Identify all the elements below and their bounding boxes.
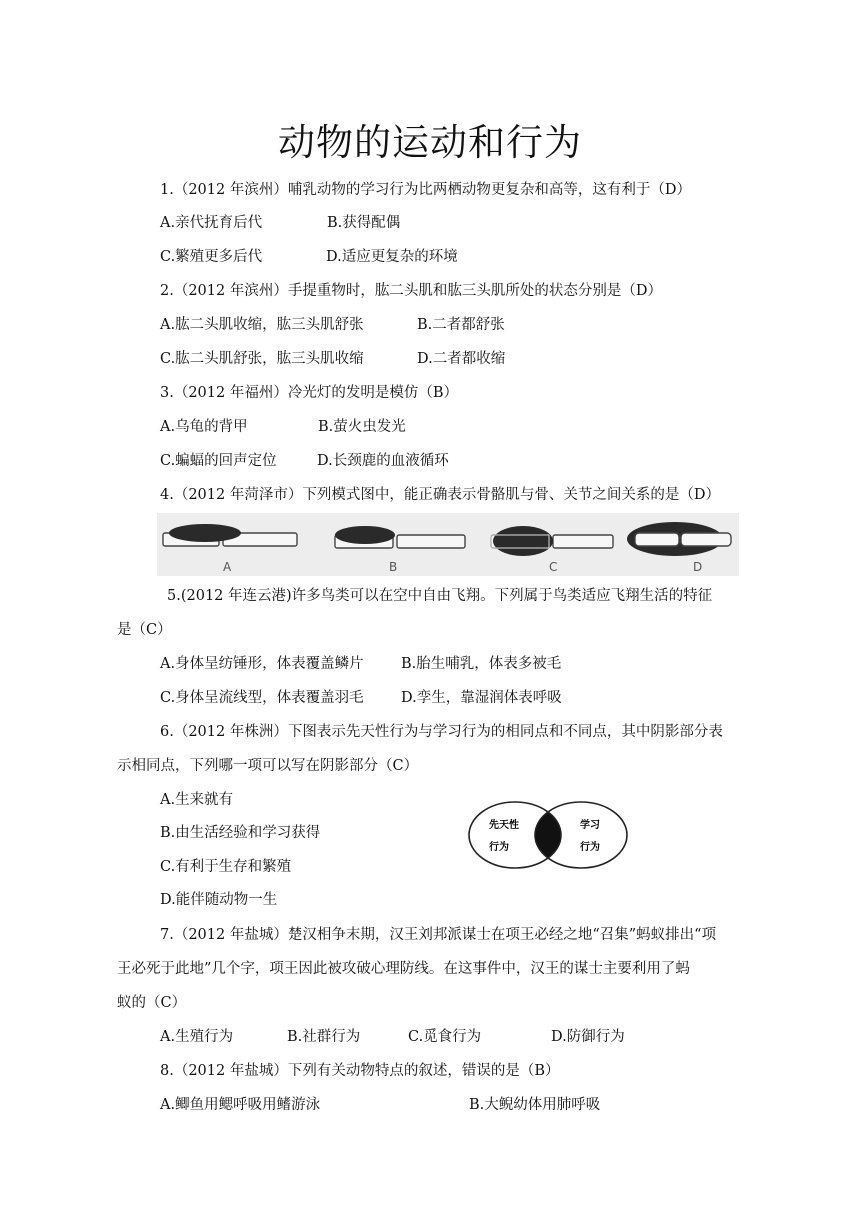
venn-right-label-1: 学习 [580,820,600,831]
question-2-option-a: A.肱二头肌收缩，肱三头肌舒张 [160,317,364,333]
question-6-stem-line1: 6.（2012 年株洲）下图表示先天性行为与学习行为的相同点和不同点，其中阴影部分表 [160,724,723,740]
question-7-option-a: A.生殖行为 [160,1029,234,1045]
question-6-option-c: C.有利于生存和繁殖 [160,859,292,875]
venn-diagram [467,800,629,870]
question-5-option-d: D.孪生，靠湿润体表呼吸 [401,690,562,706]
question-7-option-d: D.防御行为 [551,1029,625,1045]
muscle-bone-diagram [157,513,739,576]
question-1-option-a: A.亲代抚育后代 [160,215,263,231]
question-6-option-b: B.由生活经验和学习获得 [160,825,321,841]
question-6-option-d: D.能伴随动物一生 [160,892,278,908]
question-6-stem-line2: 示相同点，下列哪一项可以写在阴影部分（C） [117,758,419,774]
diagram-option-c [491,526,613,574]
page-title: 动物的运动和行为 [278,121,582,164]
question-8-option-b: B.大鲵幼体用肺呼吸 [469,1097,601,1113]
question-5-option-b: B.胎生哺乳，体表多被毛 [401,656,562,672]
question-2-option-c: C.肱二头肌舒张，肱三头肌收缩 [160,351,364,367]
question-7-option-b: B.社群行为 [287,1029,361,1045]
question-3-option-b: B.萤火虫发光 [318,419,406,435]
question-2-stem: 2.（2012 年滨州）手提重物时，肱二头肌和肱三头肌所处的状态分别是（D） [160,283,662,299]
question-2-option-b: B.二者都舒张 [417,317,505,333]
venn-left-label-2: 行为 [489,842,509,853]
question-3-stem: 3.（2012 年福州）冷光灯的发明是模仿（B） [160,385,458,401]
question-7-stem-line3: 蚁的（C） [117,995,187,1011]
diagram-label-d: D [693,560,703,574]
question-7-stem-line1: 7.（2012 年盐城）楚汉相争末期，汉王刘邦派谋士在项王必经之地“召集”蚂蚁排出“项 [160,927,717,943]
question-7-option-c: C.觅食行为 [408,1029,482,1045]
question-5-stem-line1: 5.(2012 年连云港)许多鸟类可以在空中自由飞翔。下列属于鸟类适应飞翔生活的特征 [167,588,713,604]
diagram-option-a [163,524,297,574]
question-1-option-b: B.获得配偶 [327,215,401,231]
question-3-option-a: A.乌龟的背甲 [160,419,248,435]
question-2-option-d: D.二者都收缩 [417,351,506,367]
question-8-option-a: A.鲫鱼用鳃呼吸用鳍游泳 [160,1097,321,1113]
diagram-label-a: A [223,560,232,574]
question-5-option-a: A.身体呈纺锤形，体表覆盖鳞片 [160,656,364,672]
question-1-stem: 1.（2012 年滨州）哺乳动物的学习行为比两栖动物更复杂和高等，这有利于（D） [160,182,691,198]
question-1-option-c: C.繁殖更多后代 [160,249,263,265]
venn-left-label-1: 先天性 [489,820,519,831]
diagram-label-c: C [549,560,558,574]
question-7-stem-line2: 王必死于此地”几个字，项王因此被攻破心理防线。在这事件中，汉王的谋士主要利用了蚂 [117,961,690,977]
venn-right-label-2: 行为 [580,842,600,853]
question-6-option-a: A.生来就有 [160,792,234,808]
question-3-option-c: C.蝙蝠的回声定位 [160,453,277,469]
diagram-option-b [335,526,465,574]
diagram-label-b: B [389,560,398,574]
question-5-option-c: C.身体呈流线型，体表覆盖羽毛 [160,690,364,706]
question-5-stem-line2: 是（C） [117,622,172,638]
question-4-stem: 4.（2012 年菏泽市）下列模式图中，能正确表示骨骼肌与骨、关节之间关系的是（D） [160,487,720,503]
question-3-option-d: D.长颈鹿的血液循环 [317,453,449,469]
question-1-option-d: D.适应更复杂的环境 [326,249,458,265]
diagram-option-d [627,522,731,574]
question-8-stem: 8.（2012 年盐城）下列有关动物特点的叙述，错误的是（B） [160,1063,560,1079]
